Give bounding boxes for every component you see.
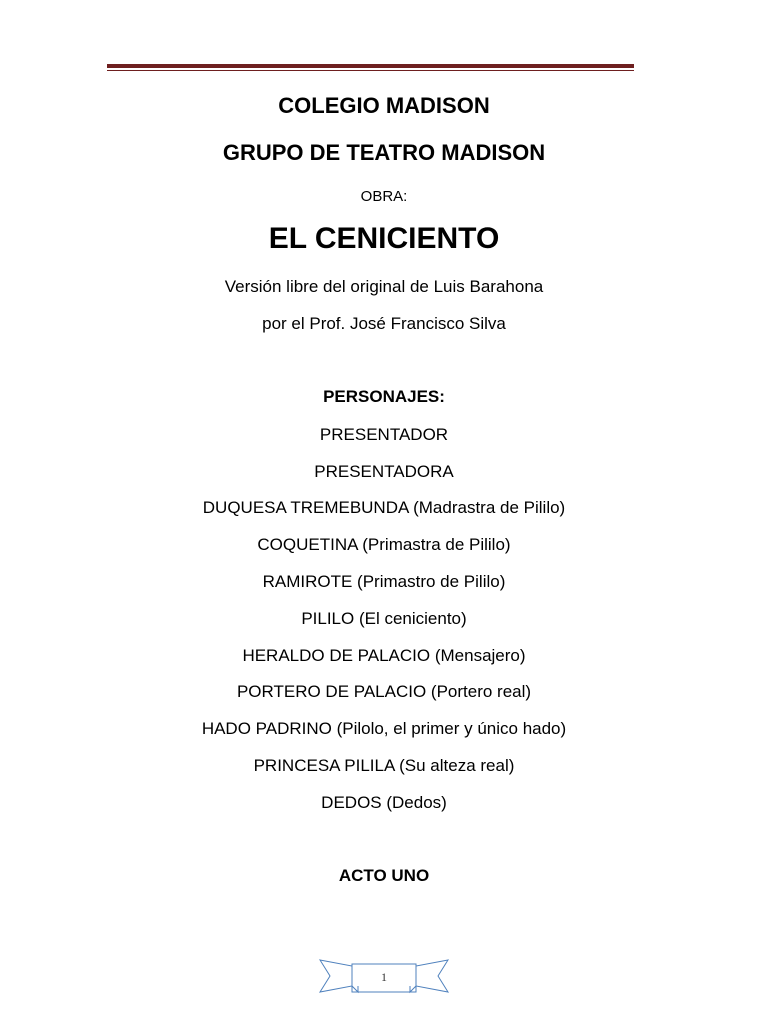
play-title: EL CENICIENTO <box>268 222 500 255</box>
character-item: DUQUESA TREMEBUNDA (Madrastra de Pililo) <box>202 498 566 517</box>
characters-heading: PERSONAJES: <box>323 387 445 406</box>
school-name: COLEGIO MADISON <box>278 93 490 118</box>
character-item: DEDOS (Dedos) <box>321 793 447 812</box>
act-heading: ACTO UNO <box>338 866 430 885</box>
author-line: por el Prof. José Francisco Silva <box>262 314 506 333</box>
page-number-ribbon <box>318 956 450 996</box>
character-item: PRINCESA PILILA (Su alteza real) <box>253 756 515 775</box>
character-item: PORTERO DE PALACIO (Portero real) <box>236 682 532 701</box>
page-number: 1 <box>381 970 387 984</box>
group-name: GRUPO DE TEATRO MADISON <box>222 140 546 165</box>
character-item: PRESENTADOR <box>319 425 449 444</box>
character-item: COQUETINA (Primastra de Pililo) <box>257 535 511 554</box>
character-item: HADO PADRINO (Pilolo, el primer y único hado) <box>201 719 567 738</box>
header-rule-thin <box>107 70 634 71</box>
character-item: RAMIROTE (Primastro de Pililo) <box>262 572 506 591</box>
character-item: PILILO (El ceniciento) <box>301 609 467 628</box>
character-item: PRESENTADORA <box>314 462 454 481</box>
work-label: OBRA: <box>360 188 408 205</box>
version-line: Versión libre del original de Luis Barahona <box>224 277 544 296</box>
character-item: HERALDO DE PALACIO (Mensajero) <box>242 646 526 665</box>
header-rule-thick <box>107 64 634 68</box>
